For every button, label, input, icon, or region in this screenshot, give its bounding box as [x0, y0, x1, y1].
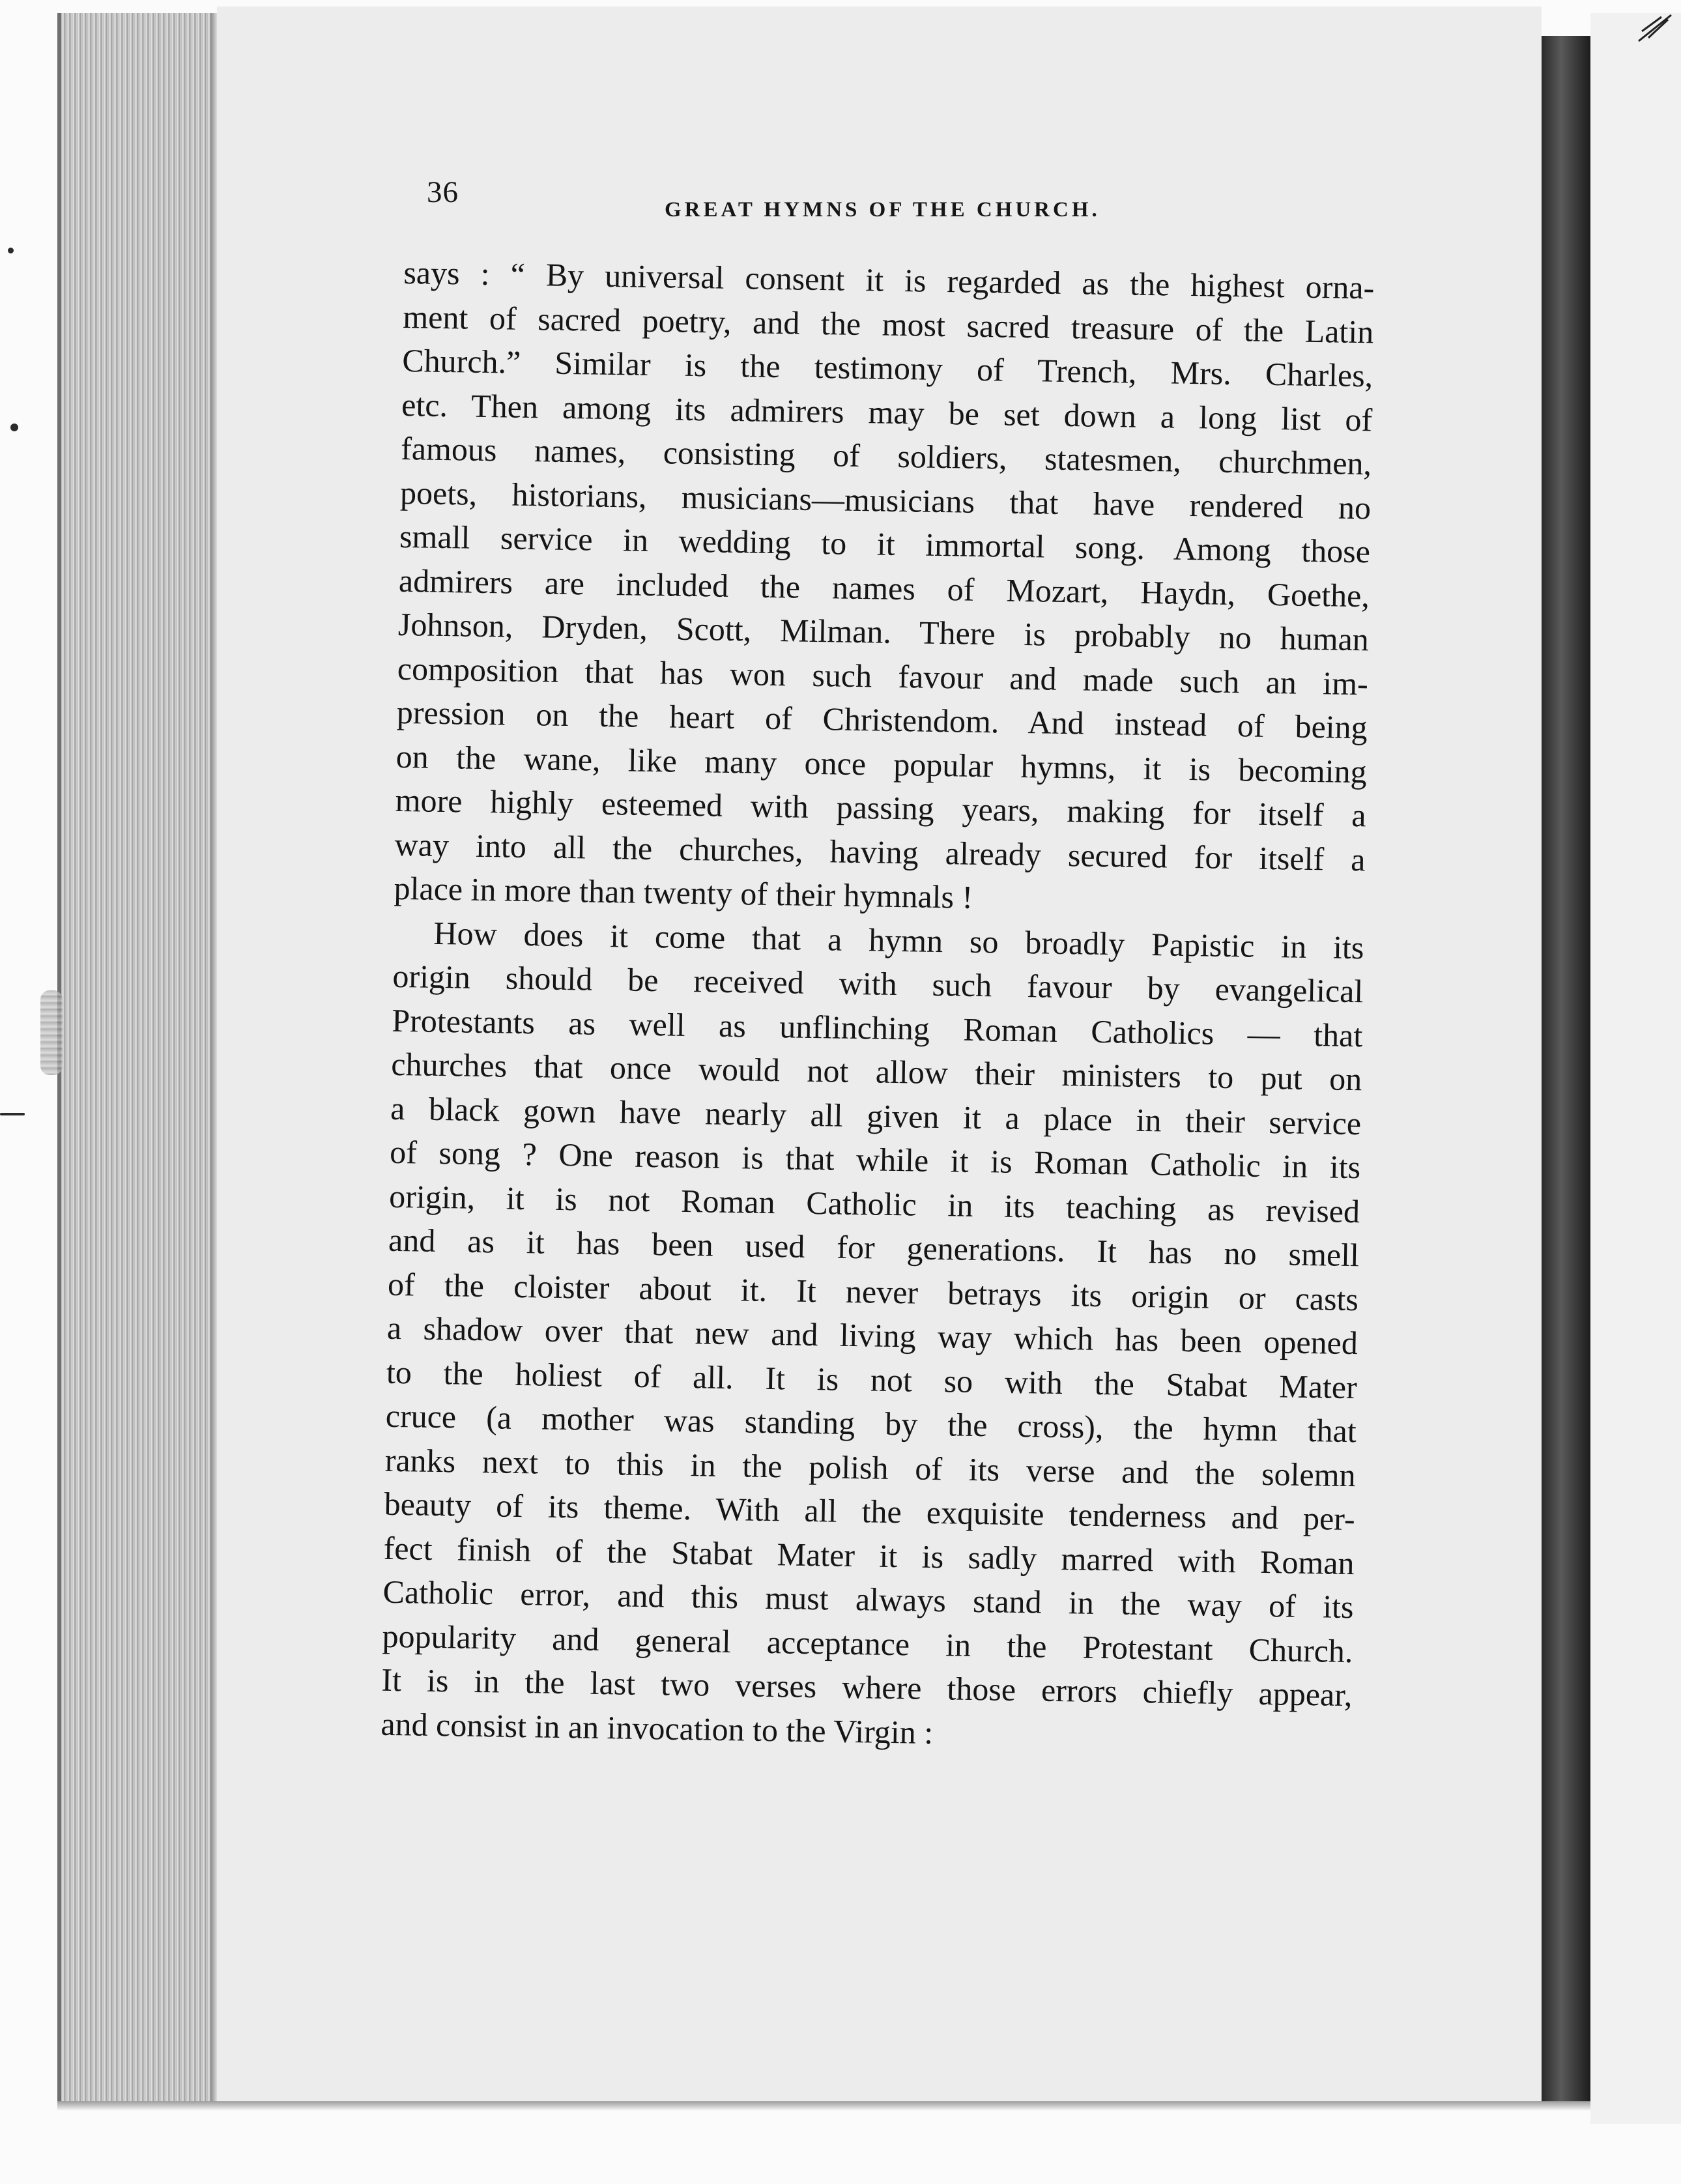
page-edge-shadow — [210, 13, 217, 2101]
text-line: a black gown have nearly all given it a place in their service — [390, 1089, 1362, 1142]
text-line: origin should be received with such favour by evangelical — [392, 957, 1364, 1010]
text-line: composition that has won such favour and made such an im- — [397, 650, 1369, 702]
paragraph-start-line: How does it come that a hymn so broadly Papistic in its — [433, 914, 1364, 966]
running-title: GREAT HYMNS OF THE CHURCH. — [665, 198, 1100, 222]
page-number: 36 — [427, 175, 459, 209]
text-line: fect finish of the Stabat Mater it is sadly marred with Roman — [383, 1529, 1355, 1581]
text-line: beauty of its theme. With all the exquisite tenderness and per- — [384, 1485, 1356, 1538]
text-line: Church.” Similar is the testimony of Trench, Mrs. Charles, — [401, 341, 1373, 394]
text-line: ranks next to this in the polish of its verse and the solemn — [384, 1441, 1357, 1493]
text-line: small service in wedding to it immortal song. Among those — [399, 517, 1371, 570]
text-line: Protestants as well as unflinching Roman Catholics — that — [392, 1001, 1363, 1054]
corner-crop-mark — [1635, 12, 1674, 44]
body-text — [381, 251, 1375, 1761]
text-line: origin, it is not Roman Catholic in its teaching as revised — [388, 1177, 1360, 1229]
clip-mark — [40, 990, 63, 1075]
text-line: a shadow over that new and living way which has been opened — [386, 1309, 1358, 1362]
text-line: etc. Then among its admirers may be set down a long list of — [401, 386, 1373, 438]
text-line: famous names, consisting of soldiers, statesmen, churchmen, — [400, 429, 1372, 482]
text-line: of song ? One reason is that while it is Roman Catholic in its — [389, 1133, 1361, 1186]
text-line: place in more than twenty of their hymnals ! — [394, 869, 973, 915]
text-line: more highly esteemed with passing years, making for itself a — [395, 781, 1367, 834]
text-line: of the cloister about it. It never betrays its origin or casts — [387, 1265, 1359, 1317]
page-edges — [57, 13, 214, 2104]
text-line: poets, historians, musicians—musicians that have rendered no — [399, 474, 1372, 526]
bottom-shadow — [57, 2101, 1590, 2110]
text-line: says : “ By universal consent it is regarded as the highest orna- — [403, 253, 1375, 306]
margin-speck — [0, 1113, 25, 1115]
text-line: and consist in an invocation to the Virgin : — [381, 1705, 934, 1751]
text-line: ment of sacred poetry, and the most sacred treasure of the Latin — [402, 298, 1374, 350]
text-line: admirers are included the names of Mozart, Haydn, Goethe, — [398, 562, 1370, 614]
text-line: cruce (a mother was standing by the cross), the hymn that — [385, 1397, 1357, 1450]
text-line: popularity and general acceptance in the Protestant Church. — [382, 1617, 1353, 1669]
book-binding — [1542, 36, 1590, 2101]
running-head — [427, 175, 1398, 227]
text-line: to the holiest of all. It is not so with the Stabat Mater — [386, 1353, 1358, 1405]
text-line: Catholic error, and this must always stand in the way of its — [382, 1573, 1354, 1626]
text-line: pression on the heart of Christendom. And instead of being — [396, 693, 1368, 746]
margin-speck — [8, 248, 14, 253]
text-line: and as it has been used for generations. It has no smell — [388, 1221, 1360, 1274]
text-line: It is in the last two verses where those errors chiefly appear, — [381, 1661, 1353, 1714]
text-line: churches that once would not allow their ministers to put on — [390, 1045, 1362, 1098]
adjacent-page — [1590, 13, 1681, 2124]
margin-speck — [10, 424, 18, 431]
text-line: Johnson, Dryden, Scott, Milman. There is probably no human — [397, 605, 1370, 658]
text-line: on the wane, like many once popular hymns, it is becoming — [395, 738, 1368, 790]
text-line: way into all the churches, having already secured for itself a — [394, 826, 1366, 878]
